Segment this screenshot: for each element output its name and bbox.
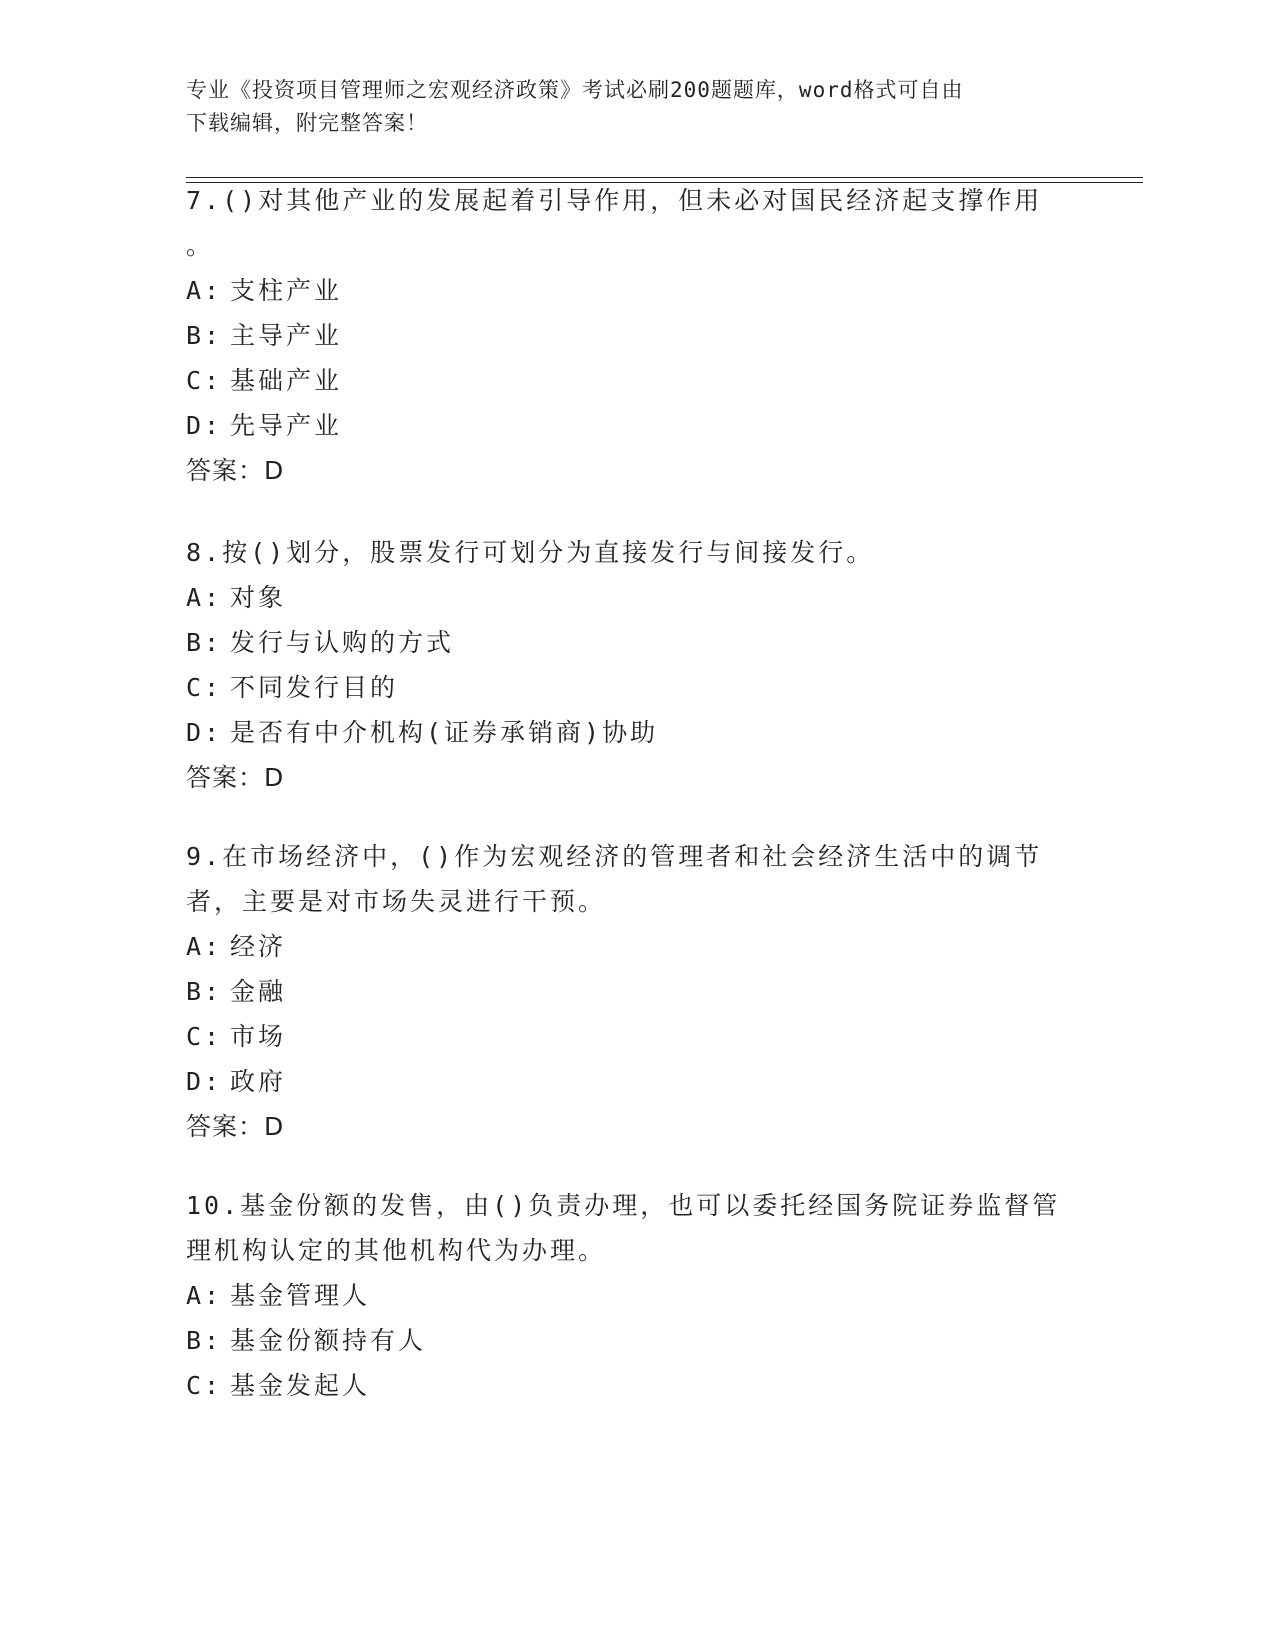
option-text: 不同发行目的 — [230, 673, 399, 702]
question-7 — [186, 178, 1066, 493]
document-header — [186, 74, 1066, 140]
option-letter: D: — [186, 1067, 223, 1096]
option-b — [186, 620, 1066, 665]
answer-line: 答案：D — [186, 456, 285, 485]
question-8 — [186, 530, 1066, 800]
option-text: 对象 — [230, 583, 287, 612]
option-text: 基础产业 — [230, 366, 343, 395]
option-text: 发行与认购的方式 — [230, 628, 455, 657]
option-letter: B: — [186, 321, 223, 350]
option-text: 政府 — [230, 1067, 287, 1096]
option-b — [186, 1318, 1066, 1363]
question-stem-continued: 理机构认定的其他机构代为办理。 — [186, 1236, 607, 1265]
option-letter: D: — [186, 411, 223, 440]
question-9 — [186, 834, 1066, 1149]
option-letter: C: — [186, 366, 223, 395]
option-letter: B: — [186, 628, 223, 657]
option-letter: A: — [186, 583, 223, 612]
option-d — [186, 403, 1066, 448]
option-b — [186, 969, 1066, 1014]
option-letter: C: — [186, 673, 223, 702]
option-d — [186, 710, 1066, 755]
option-text: 是否有中介机构(证券承销商)协助 — [230, 718, 659, 747]
option-text: 主导产业 — [230, 321, 343, 350]
option-c — [186, 1014, 1066, 1059]
option-letter: C: — [186, 1371, 223, 1400]
question-stem-continued: 。 — [186, 231, 215, 260]
option-text: 市场 — [230, 1022, 287, 1051]
option-a — [186, 268, 1066, 313]
option-text: 金融 — [230, 977, 287, 1006]
answer-line: 答案：D — [186, 763, 285, 792]
option-text: 经济 — [230, 932, 287, 961]
header-line-1: 专业《投资项目管理师之宏观经济政策》考试必刷200题题库，word格式可自由 — [186, 78, 964, 102]
option-letter: B: — [186, 977, 223, 1006]
option-letter: A: — [186, 932, 223, 961]
option-a — [186, 924, 1066, 969]
option-letter: D: — [186, 718, 223, 747]
option-letter: C: — [186, 1022, 223, 1051]
option-text: 先导产业 — [230, 411, 343, 440]
option-a — [186, 575, 1066, 620]
question-10 — [186, 1183, 1066, 1408]
question-stem-continued: 者，主要是对市场失灵进行干预。 — [186, 887, 607, 916]
option-text: 基金份额持有人 — [230, 1326, 427, 1355]
question-stem: 10.基金份额的发售，由()负责办理，也可以委托经国务院证券监督管 — [186, 1191, 1061, 1220]
option-text: 基金管理人 — [230, 1281, 371, 1310]
option-letter: A: — [186, 1281, 223, 1310]
option-d — [186, 1059, 1066, 1104]
option-c — [186, 665, 1066, 710]
header-line-2: 下载编辑，附完整答案！ — [186, 111, 428, 135]
question-stem: 9.在市场经济中，()作为宏观经济的管理者和社会经济生活中的调节 — [186, 842, 1043, 871]
option-a — [186, 1273, 1066, 1318]
option-c — [186, 358, 1066, 403]
option-letter: B: — [186, 1326, 223, 1355]
question-stem: 7.()对其他产业的发展起着引导作用，但未必对国民经济起支撑作用 — [186, 186, 1043, 215]
option-b — [186, 313, 1066, 358]
option-text: 基金发起人 — [230, 1371, 371, 1400]
option-letter: A: — [186, 276, 223, 305]
question-stem: 8.按()划分，股票发行可划分为直接发行与间接发行。 — [186, 538, 875, 567]
option-c — [186, 1363, 1066, 1408]
answer-line: 答案：D — [186, 1112, 285, 1141]
option-text: 支柱产业 — [230, 276, 343, 305]
